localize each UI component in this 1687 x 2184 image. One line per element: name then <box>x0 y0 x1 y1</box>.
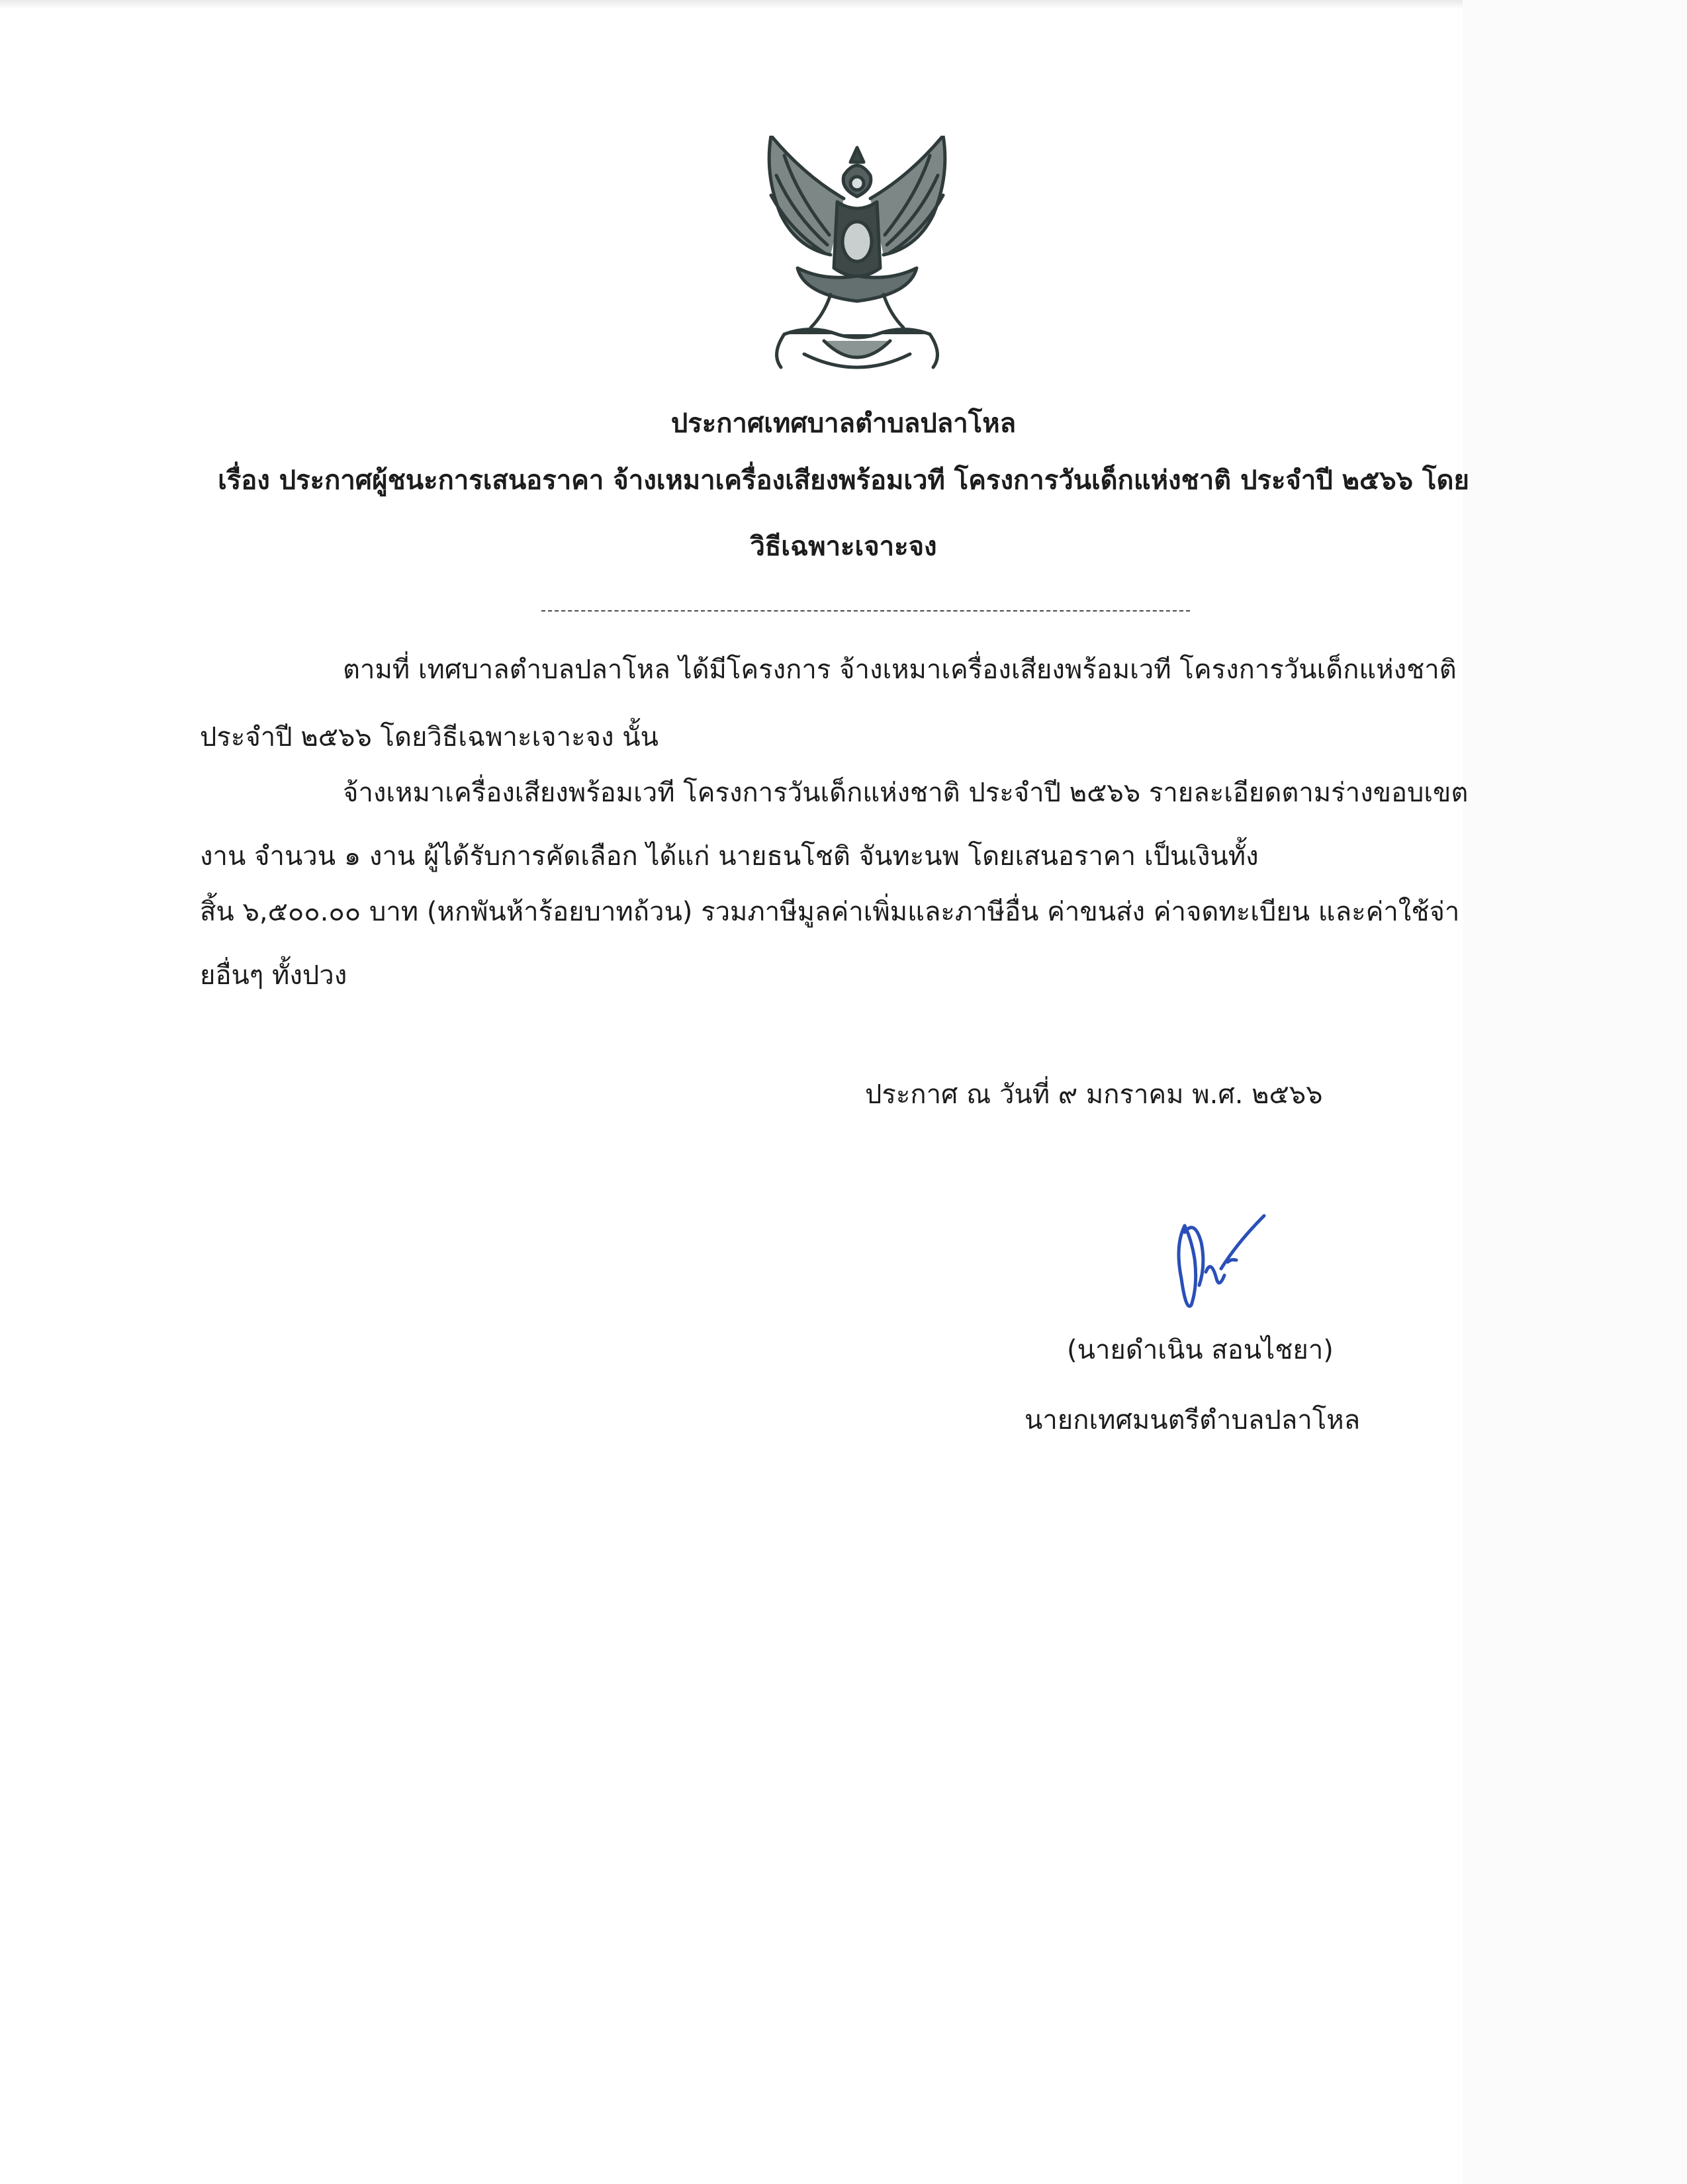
dashed-separator <box>541 610 1190 612</box>
scan-top-edge <box>0 0 1687 9</box>
announcement-authority: ประกาศเทศบาลตำบลปลาโหล <box>670 408 1017 439</box>
paragraph-2-line-1: จ้างเหมาเครื่องเสียงพร้อมเวที โครงการวันเด็กแห่งชาติ ประจำปี ๒๕๖๖ รายละเอียดตามร่างขอบเขต <box>343 778 1469 808</box>
signer-position: นายกเทศมนตรีตำบลปลาโหล <box>1025 1405 1361 1435</box>
garuda-emblem-icon <box>745 136 970 381</box>
paragraph-2-line-3: สิ้น ๖,๕๐๐.๐๐ บาท (หกพันห้าร้อยบาทถ้วน) รวมภาษีมูลค่าเพิ่มและภาษีอื่น ค่าขนส่ง ค่าจดทะเบียน และค่าใช้จ่า <box>200 897 1460 927</box>
signer-name: (นายดำเนิน สอนไชยา) <box>1067 1335 1334 1365</box>
paragraph-1-line-1: ตามที่ เทศบาลตำบลปลาโหล ได้มีโครงการ จ้างเหมาเครื่องเสียงพร้อมเวที โครงการวันเด็กแห่งชาติ <box>343 655 1457 685</box>
scan-right-shade <box>1463 0 1687 2184</box>
subject-line-1: เรื่อง ประกาศผู้ชนะการเสนอราคา จ้างเหมาเครื่องเสียงพร้อมเวที โครงการวันเด็กแห่งชาติ ประจำปี ๒๕๖๖ โดย <box>218 465 1469 496</box>
handwritten-signature <box>1165 1206 1271 1322</box>
paragraph-2-line-2: งาน จำนวน ๑ งาน ผู้ได้รับการคัดเลือก ได้แก่ นายธนโชติ จันทะนพ โดยเสนอราคา เป็นเงินทั้ง <box>200 841 1259 872</box>
paragraph-1-line-2: ประจำปี ๒๕๖๖ โดยวิธีเฉพาะเจาะจง นั้น <box>200 722 659 752</box>
subject-line-2: วิธีเฉพาะเจาะจง <box>750 531 937 562</box>
paragraph-2-line-4: ยอื่นๆ ทั้งปวง <box>200 960 347 991</box>
announcement-date: ประกาศ ณ วันที่ ๙ มกราคม พ.ศ. ๒๕๖๖ <box>865 1079 1323 1110</box>
